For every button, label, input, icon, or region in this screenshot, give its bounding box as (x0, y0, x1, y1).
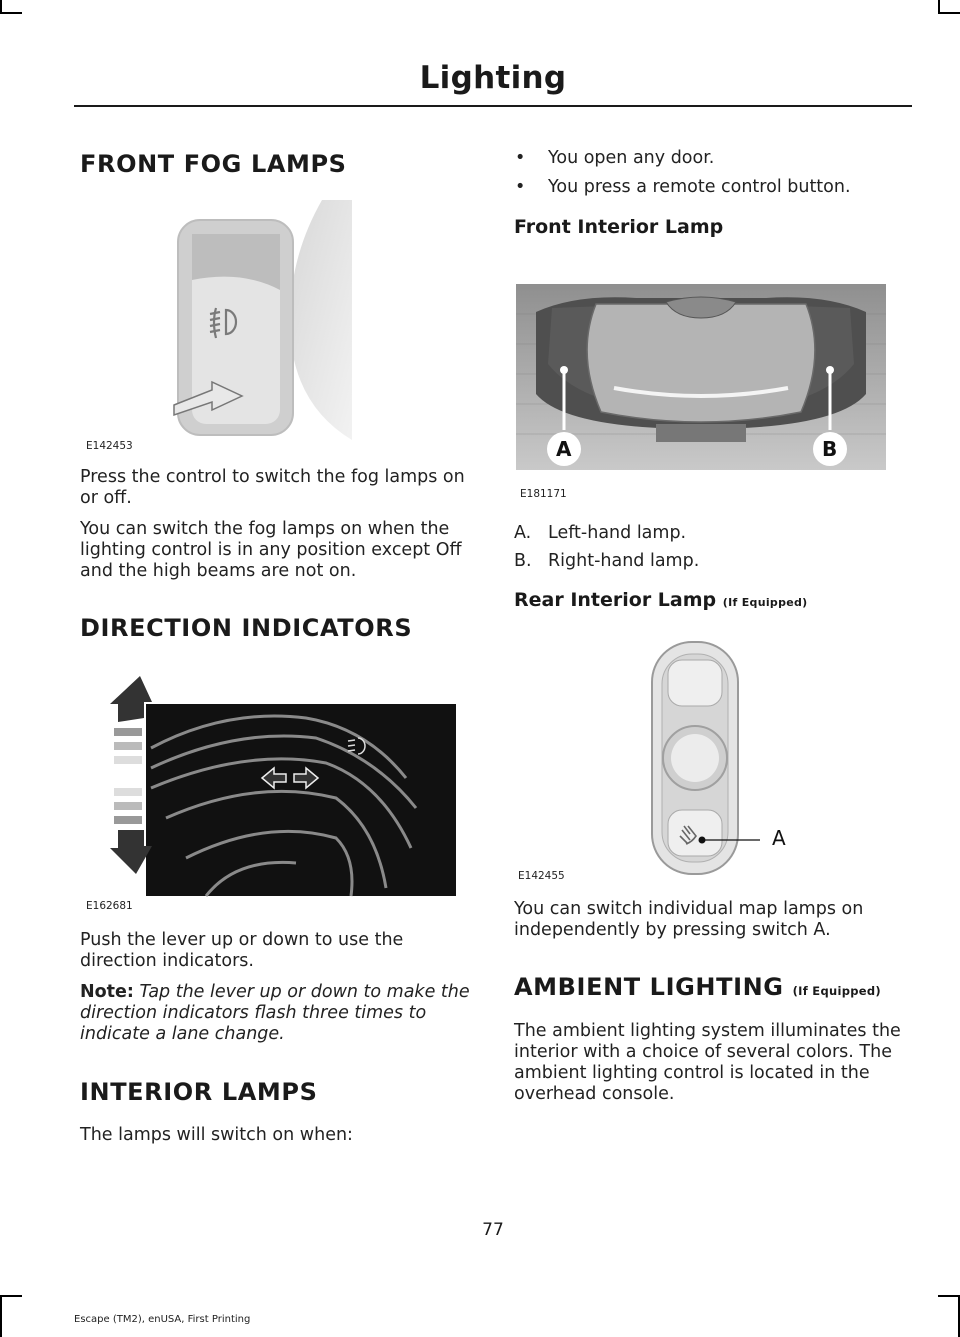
direction-indicator-lever-figure (106, 668, 458, 900)
legend-text: Left-hand lamp. (548, 523, 687, 543)
ambient-paragraph: The ambient lighting system illuminates the interior with a choice of several colors. The ambient lighting control is located in the overhead console. (514, 1021, 901, 1104)
callout-a-label: A (772, 826, 786, 850)
note-text: Tap the lever up or down to make the direction indicators flash three times to indicate a lane change. (80, 982, 470, 1044)
crop-mark (938, 0, 940, 12)
bullet-marker: • (515, 148, 526, 168)
figure-code: E142455 (518, 870, 565, 882)
heading-text: AMBIENT LIGHTING (514, 973, 784, 1001)
header-divider (74, 105, 912, 107)
interior-paragraph-1: The lamps will switch on when: (80, 1125, 353, 1145)
figure-code: E142453 (86, 440, 133, 452)
crop-mark (938, 1295, 960, 1297)
callout-b-label: B (822, 437, 838, 461)
direction-paragraph-1: Push the lever up or down to use the direction indicators. (80, 930, 404, 971)
list-item: You press a remote control button. (548, 177, 851, 197)
figure-code: E162681 (86, 900, 133, 912)
subheading-front-interior-lamp: Front Interior Lamp (514, 216, 724, 238)
direction-note (80, 982, 480, 1045)
qualifier-label: (If Equipped) (792, 984, 881, 998)
section-heading-ambient-lighting (514, 973, 881, 1001)
crop-mark (0, 1297, 2, 1337)
crop-mark (0, 1295, 22, 1297)
crop-mark (938, 12, 960, 14)
bullet-marker: • (515, 177, 526, 197)
legend-text: Right-hand lamp. (548, 551, 700, 571)
callout-a-label: A (556, 437, 572, 461)
note-label: Note: (80, 982, 134, 1002)
page-title: Lighting (419, 60, 567, 96)
legend-letter: A. (514, 523, 532, 543)
section-heading-front-fog-lamps: FRONT FOG LAMPS (80, 150, 347, 178)
subheading-rear-interior-lamp (514, 589, 808, 611)
figure-code: E181171 (520, 488, 567, 500)
rear-interior-paragraph: You can switch individual map lamps on independently by pressing switch A. (514, 899, 864, 940)
fog-lamp-switch-figure (172, 200, 352, 440)
section-heading-interior-lamps: INTERIOR LAMPS (80, 1078, 318, 1106)
section-heading-direction-indicators: DIRECTION INDICATORS (80, 614, 413, 642)
crop-mark (0, 12, 22, 14)
qualifier-label: (If Equipped) (722, 596, 808, 609)
list-item: You open any door. (548, 148, 715, 168)
front-interior-lamp-figure (516, 284, 886, 470)
page-number: 77 (482, 1220, 504, 1240)
fog-paragraph-1: Press the control to switch the fog lamps on or off. (80, 467, 465, 508)
fog-paragraph-2: You can switch the fog lamps on when the lighting control is in any position except Off and the high beams are not on. (80, 519, 462, 581)
rear-interior-lamp-figure (630, 640, 800, 876)
subheading-text: Rear Interior Lamp (514, 589, 717, 611)
edition-label: Escape (TM2), enUSA, First Printing (74, 1314, 251, 1325)
legend-letter: B. (514, 551, 532, 571)
crop-mark (0, 0, 2, 12)
